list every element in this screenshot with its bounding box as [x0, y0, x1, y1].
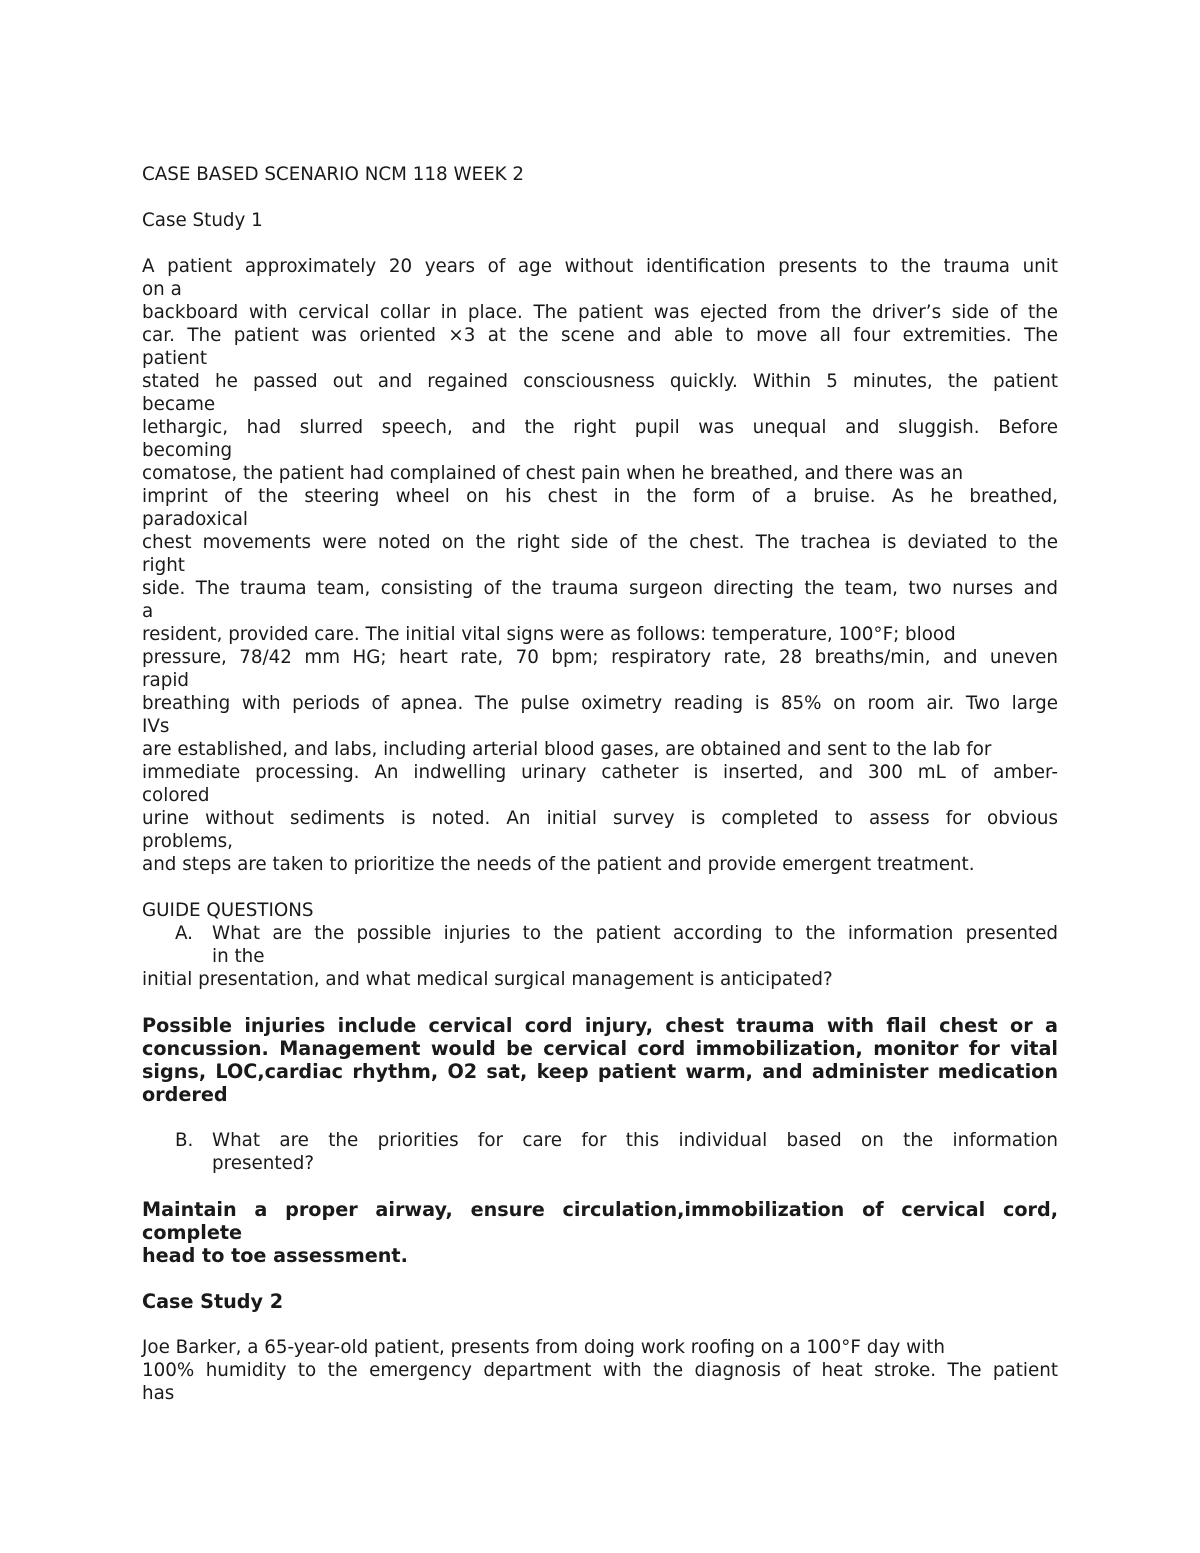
case-study-1-line: right [142, 555, 185, 576]
spacer [142, 876, 1058, 899]
case-study-1-line: IVs [142, 716, 170, 737]
case-study-1-line: and steps are taken to prioritize the needs of the patient and provide emergent treatment. [142, 854, 975, 875]
question-b-line: presented? [212, 1153, 315, 1174]
case-study-1-line: pressure, 78/42 mm HG; heart rate, 70 bpm; respiratory rate, 28 breaths/min, and uneven [142, 647, 1058, 668]
spacer [142, 1267, 1058, 1290]
case-study-2-line: has [142, 1383, 175, 1404]
case-study-1-line: stated he passed out and regained consciousness quickly. Within 5 minutes, the patient [142, 371, 1058, 392]
answer-a-line: concussion. Management would be cervical cord immobilization, monitor for vital [142, 1037, 1058, 1060]
answer-a-line: Possible injuries include cervical cord injury, chest trauma with flail chest or a [142, 1014, 1058, 1037]
spacer [142, 991, 1058, 1014]
case-study-1-line: immediate processing. An indwelling urinary catheter is inserted, and 300 mL of amber- [142, 762, 1058, 783]
case-study-2-text [142, 1336, 1058, 1405]
question-b [142, 1129, 1058, 1175]
answer-b-line: head to toe assessment. [142, 1244, 408, 1267]
question-b-line: What are the priorities for care for this individual based on the information [212, 1130, 1058, 1151]
answer-a-line: ordered [142, 1083, 228, 1106]
case-study-1-line: side. The trauma team, consisting of the trauma surgeon directing the team, two nurses and [142, 578, 1058, 599]
case-study-1-line: comatose, the patient had complained of chest pain when he breathed, and there was an [142, 463, 964, 484]
question-b-marker: B. [175, 1130, 194, 1151]
case-study-1-line: car. The patient was oriented ×3 at the scene and able to move all four extremities. The [142, 325, 1058, 346]
case-study-1-heading: Case Study 1 [142, 210, 263, 231]
case-study-2-line: 100% humidity to the emergency department with the diagnosis of heat stroke. The patient [142, 1360, 1058, 1381]
case-study-1-line: became [142, 394, 216, 415]
document-title: CASE BASED SCENARIO NCM 118 WEEK 2 [142, 164, 525, 185]
guide-questions-heading: GUIDE QUESTIONS [142, 900, 314, 921]
case-study-1-line: urine without sediments is noted. An initial survey is completed to assess for obvious [142, 808, 1058, 829]
answer-b [142, 1198, 1058, 1267]
case-study-1-text [142, 255, 1058, 876]
case-study-1-line: are established, and labs, including arterial blood gases, are obtained and sent to the lab for [142, 739, 992, 760]
question-a-line: in the [212, 946, 265, 967]
case-study-1-line: becoming [142, 440, 233, 461]
question-a-continuation: initial presentation, and what medical surgical management is anticipated? [142, 969, 833, 990]
case-study-1-line: lethargic, had slurred speech, and the right pupil was unequal and sluggish. Before [142, 417, 1058, 438]
question-a [142, 922, 1058, 968]
case-study-2-line: Joe Barker, a 65-year-old patient, presents from doing work roofing on a 100°F day with [142, 1337, 945, 1358]
spacer [142, 232, 1058, 255]
case-study-1-line: A patient approximately 20 years of age without identification presents to the trauma unit [142, 256, 1058, 277]
case-study-1-line: paradoxical [142, 509, 248, 530]
answer-a-line: signs, LOC,cardiac rhythm, O2 sat, keep patient warm, and administer medication [142, 1060, 1058, 1083]
case-study-1-line: problems, [142, 831, 233, 852]
answer-b-line: Maintain a proper airway, ensure circulation,immobilization of cervical cord, [142, 1198, 1058, 1221]
question-a-marker: A. [175, 923, 193, 944]
case-study-1-line: resident, provided care. The initial vital signs were as follows: temperature, 100°F; blood [142, 624, 956, 645]
case-study-2-heading: Case Study 2 [142, 1290, 284, 1313]
case-study-1-line: rapid [142, 670, 190, 691]
case-study-1-line: colored [142, 785, 210, 806]
spacer [142, 1175, 1058, 1198]
spacer [142, 1106, 1058, 1129]
spacer [142, 1313, 1058, 1336]
case-study-1-line: chest movements were noted on the right side of the chest. The trachea is deviated to the [142, 532, 1058, 553]
document-body [142, 163, 1058, 1405]
answer-a [142, 1014, 1058, 1106]
case-study-1-line: backboard with cervical collar in place. The patient was ejected from the driver’s side of the [142, 302, 1058, 323]
answer-b-line: complete [142, 1221, 243, 1244]
case-study-1-line: imprint of the steering wheel on his chest in the form of a bruise. As he breathed, [142, 486, 1058, 507]
question-a-line: What are the possible injuries to the patient according to the information presented [212, 923, 1058, 944]
case-study-1-line: a [142, 601, 154, 622]
case-study-1-line: breathing with periods of apnea. The pulse oximetry reading is 85% on room air. Two large [142, 693, 1058, 714]
case-study-1-line: on a [142, 279, 182, 300]
case-study-1-line: patient [142, 348, 208, 369]
